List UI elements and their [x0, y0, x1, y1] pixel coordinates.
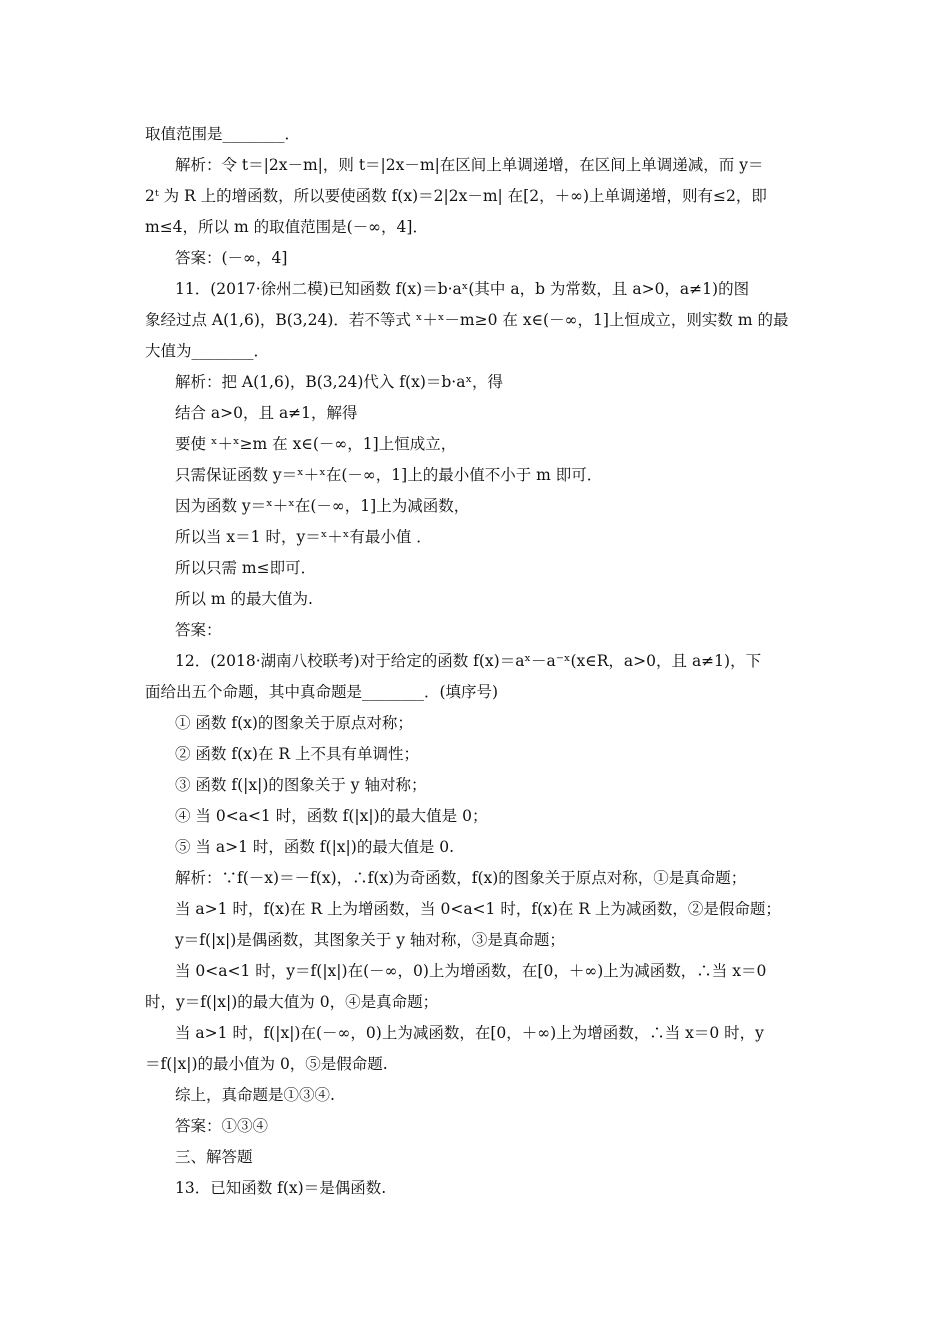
text-line: y＝f(|x|)是偶函数，其图象关于 y 轴对称，③是真命题；: [175, 931, 565, 949]
text-line: 象经过点 A(1,6)，B(3,24)．若不等式 ˣ＋ˣ－m≥0 在 x∈(－∞，1]上恒成立，则实数 m 的最: [145, 311, 789, 329]
text-line: 所以 m 的最大值为.: [175, 590, 313, 608]
text-line: 答案：(－∞，4]: [175, 249, 288, 267]
text-line: 因为函数 y＝ˣ＋ˣ在(－∞，1]上为减函数，: [175, 497, 470, 515]
text-line: 取值范围是________．: [145, 125, 301, 143]
text-line: ② 函数 f(x)在 R 上不具有单调性；: [175, 745, 419, 763]
text-line: 2ᵗ 为 R 上的增函数，所以要使函数 f(x)＝2|2x－m| 在[2，＋∞)上单调递增，则有≤2，即: [145, 187, 767, 205]
text-line: 当 a>1 时，f(x)在 R 上为增函数，当 0<a<1 时，f(x)在 R 上为减函数，②是假命题；: [175, 900, 781, 918]
section-heading: 三、解答题: [175, 1148, 253, 1166]
text-line: 13．已知函数 f(x)＝是偶函数.: [175, 1179, 387, 1197]
text-line: 答案：: [175, 621, 222, 639]
text-line: ⑤ 当 a>1 时，函数 f(|x|)的最大值是 0.: [175, 838, 455, 856]
text-line: ③ 函数 f(|x|)的图象关于 y 轴对称；: [175, 776, 427, 794]
text-line: 所以当 x＝1 时，y＝ˣ＋ˣ有最小值 ．: [175, 528, 432, 546]
text-line: m≤4，所以 m 的取值范围是(－∞，4]．: [145, 218, 428, 236]
text-line: ＝f(|x|)的最小值为 0，⑤是假命题.: [145, 1055, 388, 1073]
text-line: 解析：令 t＝|2x－m|，则 t＝|2x－m|在区间上单调递增，在区间上单调递减，而 y＝: [175, 156, 764, 174]
text-line: 当 0<a<1 时，y＝f(|x|)在(－∞，0)上为增函数，在[0，＋∞)上为减函数，∴当 x＝0: [175, 962, 767, 980]
text-line: 只需保证函数 y＝ˣ＋ˣ在(－∞，1]上的最小值不小于 m 即可．: [175, 466, 603, 484]
text-line: ④ 当 0<a<1 时，函数 f(|x|)的最大值是 0；: [175, 807, 488, 825]
text-line: 当 a>1 时，f(|x|)在(－∞，0)上为减函数，在[0，＋∞)上为增函数，∴当 x＝0 时，y: [175, 1024, 764, 1042]
text-line: ① 函数 f(x)的图象关于原点对称；: [175, 714, 413, 732]
text-line: 解析：把 A(1,6)，B(3,24)代入 f(x)＝b·aˣ，得: [175, 373, 504, 391]
text-line: 解析：∵f(－x)＝－f(x)，∴f(x)为奇函数，f(x)的图象关于原点对称，①是真命题；: [175, 869, 747, 887]
text-line: 11．(2017·徐州二模)已知函数 f(x)＝b·aˣ(其中 a，b 为常数，且 a>0，a≠1)的图: [175, 280, 750, 298]
text-line: 时，y＝f(|x|)的最大值为 0，④是真命题；: [145, 993, 439, 1011]
text-line: 结合 a>0，且 a≠1，解得: [175, 404, 358, 422]
text-line: 所以只需 m≤即可．: [175, 559, 317, 577]
text-line: 综上，真命题是①③④.: [175, 1086, 335, 1104]
text-line: 12．(2018·湖南八校联考)对于给定的函数 f(x)＝aˣ－a⁻ˣ(x∈R，a>0，且 a≠1)，下: [175, 652, 762, 670]
text-line: 答案：①③④: [175, 1117, 269, 1135]
text-line: 要使 ˣ＋ˣ≥m 在 x∈(－∞，1]上恒成立，: [175, 435, 457, 453]
text-line: 面给出五个命题，其中真命题是________．(填序号): [145, 683, 499, 701]
text-line: 大值为________．: [145, 342, 270, 360]
